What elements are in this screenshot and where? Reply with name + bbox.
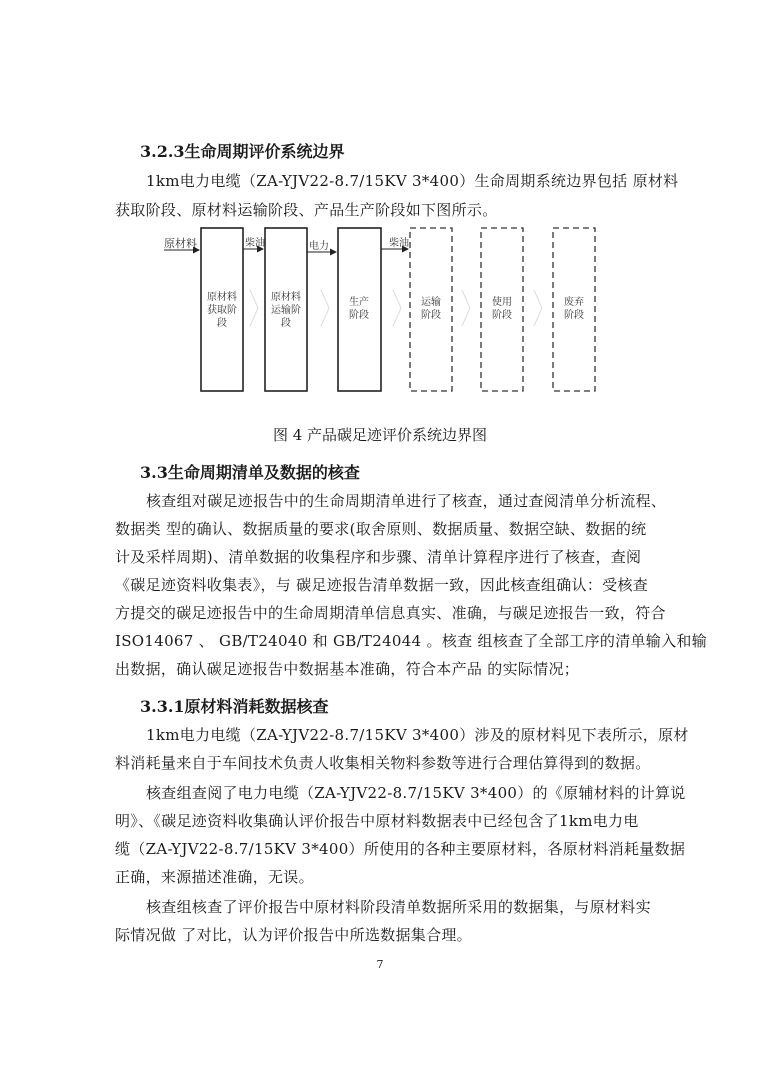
stage-label-line: 生产 [349, 297, 369, 308]
stage-label-disposal [564, 295, 584, 321]
stage-label-raw-material-transport [271, 290, 301, 329]
paragraph-line: 数据类 型的确认、数据质量的要求(取舍原则、数据质量、数据空缺、数据的统 [115, 520, 647, 538]
paragraph-line: 际情况做 了对比，认为评价报告中所选数据集合理。 [115, 926, 472, 944]
stage-label-line: 运输 [421, 297, 441, 308]
paragraph-line: 《碳足迹资料收集表》，与 碳足迹报告清单数据一致，因此核查组确认：受核查 [115, 576, 649, 594]
paragraph-line: 明》、《碳足迹资料收集确认评价报告中原材料数据表中已经包含了1km电力电 [115, 812, 639, 830]
paragraph-line: 核查组查阅了电力电缆（ZA-YJV22-8.7/15KV 3*400）的《原辅材料的计算说 [146, 784, 686, 802]
paragraph-line: 正确，来源描述准确，无误。 [115, 868, 314, 886]
paragraph-line: 1km电力电缆（ZA-YJV22-8.7/15KV 3*400）生命周期系统边界包括 原材料 [146, 172, 679, 190]
stage-label-line: 原材料 [207, 292, 237, 303]
stage-label-line: 获取阶 [207, 305, 237, 316]
paragraph-line: 获取阶段、原材料运输阶段、产品生产阶段如下图所示。 [115, 201, 498, 219]
paragraph-line: 方提交的碳足迹报告中的生命周期清单信息真实、准确，与碳足迹报告一致，符合 [115, 604, 666, 622]
arrow-label-diesel-1: 柴油 [245, 238, 265, 249]
stage-label-line: 阶段 [564, 310, 584, 321]
paragraph-line: 核查组核查了评价报告中原材料阶段清单数据所采用的数据集，与原材料实 [146, 898, 651, 916]
input-label: 原材料 [164, 237, 197, 250]
stage-label-raw-material-acquisition [207, 290, 237, 329]
stage-label-line: 使用 [492, 297, 512, 308]
section-3-3-heading: 3.3生命周期清单及数据的核查 [140, 463, 360, 482]
arrow-label-electricity: 电力 [309, 241, 329, 252]
stage-label-line: 废弃 [564, 297, 584, 308]
system-boundary-diagram [0, 0, 760, 410]
page-number: 7 [376, 958, 384, 971]
paragraph-line: 缆（ZA-YJV22-8.7/15KV 3*400）所使用的各种主要原材料，各原材料消耗量数据 [115, 840, 686, 858]
paragraph-line: 出数据，确认碳足迹报告中数据基本准确，符合本产品 的实际情况； [115, 660, 580, 678]
stage-label-line: 段 [281, 318, 291, 329]
stage-label-line: 原材料 [271, 292, 301, 303]
paragraph-line: 1km电力电缆（ZA-YJV22-8.7/15KV 3*400）涉及的原材料见下表所示，原材 [146, 726, 689, 744]
paragraph-line: 计及采样周期)、清单数据的收集程序和步骤、清单计算程序进行了核查，查阅 [115, 548, 642, 566]
section-3-3-1-heading: 3.3.1原材料消耗数据核查 [140, 697, 329, 716]
stage-label-line: 段 [217, 318, 227, 329]
arrow-label-diesel-2: 柴油 [389, 238, 409, 249]
stage-label-line: 阶段 [349, 310, 369, 321]
stage-label-use [492, 295, 512, 321]
stage-label-production [349, 295, 369, 321]
stage-label-transport [421, 295, 441, 321]
stage-label-line: 运输阶 [271, 305, 301, 316]
paragraph-line: 料消耗量来自于车间技术负责人收集相关物料参数等进行合理估算得到的数据。 [115, 754, 651, 772]
stage-label-line: 阶段 [492, 310, 512, 321]
section-3-2-3-heading: 3.2.3生命周期评价系统边界 [140, 142, 345, 161]
stage-label-line: 阶段 [421, 310, 441, 321]
paragraph-line: ISO14067 、 GB/T24040 和 GB/T24044 。核查 组核查了全部工序的清单输入和输 [115, 632, 707, 650]
figure-caption: 图 4 产品碳足迹评价系统边界图 [272, 426, 488, 444]
paragraph-line: 核查组对碳足迹报告中的生命周期清单进行了核查，通过查阅清单分析流程、 [146, 492, 667, 510]
